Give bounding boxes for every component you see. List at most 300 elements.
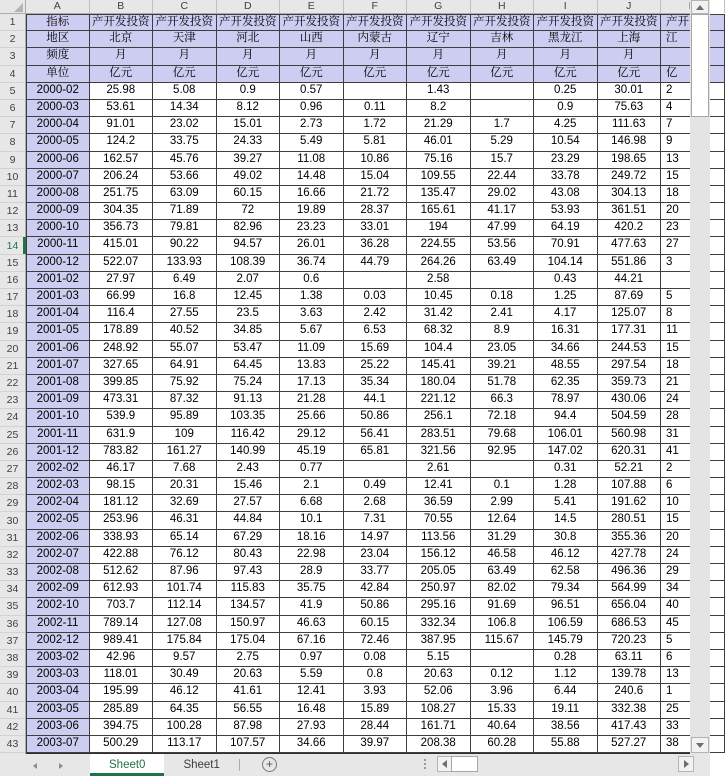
- row-header-32[interactable]: 32: [0, 547, 25, 564]
- vertical-scrollbar[interactable]: [690, 0, 710, 754]
- row-header-20[interactable]: 20: [0, 341, 25, 358]
- cell-I9[interactable]: 23.29: [534, 152, 598, 169]
- cell-K26[interactable]: 41: [661, 444, 725, 461]
- cell-D34[interactable]: 115.83: [217, 581, 281, 598]
- cell-E29[interactable]: 6.68: [280, 495, 344, 512]
- cell-E1[interactable]: 产开发投资: [280, 14, 344, 31]
- column-header-I[interactable]: I: [534, 0, 598, 13]
- cell-J34[interactable]: 564.99: [598, 581, 662, 598]
- cell-J26[interactable]: 620.31: [598, 444, 662, 461]
- cell-I6[interactable]: 0.9: [534, 100, 598, 117]
- cell-C17[interactable]: 16.8: [153, 289, 217, 306]
- cell-A29[interactable]: 2002-04: [26, 495, 90, 512]
- cell-A41[interactable]: 2003-05: [26, 702, 90, 719]
- cell-I21[interactable]: 48.55: [534, 358, 598, 375]
- cell-K7[interactable]: 7: [661, 117, 725, 134]
- cell-G7[interactable]: 21.29: [407, 117, 471, 134]
- cell-H36[interactable]: 106.8: [471, 616, 535, 633]
- cell-G29[interactable]: 36.59: [407, 495, 471, 512]
- cell-D23[interactable]: 91.13: [217, 392, 281, 409]
- cell-F25[interactable]: 56.41: [344, 427, 408, 444]
- cell-J41[interactable]: 332.38: [598, 702, 662, 719]
- cell-K43[interactable]: 38: [661, 736, 725, 753]
- cell-H12[interactable]: 41.17: [471, 203, 535, 220]
- cell-A37[interactable]: 2002-12: [26, 633, 90, 650]
- column-header-G[interactable]: G: [407, 0, 471, 13]
- cell-C29[interactable]: 32.69: [153, 495, 217, 512]
- cell-K20[interactable]: 15: [661, 341, 725, 358]
- cell-K23[interactable]: 24: [661, 392, 725, 409]
- cell-I22[interactable]: 62.35: [534, 375, 598, 392]
- cell-E20[interactable]: 11.09: [280, 341, 344, 358]
- column-header-B[interactable]: B: [90, 0, 154, 13]
- cell-D3[interactable]: 月: [217, 48, 281, 65]
- cell-G20[interactable]: 104.4: [407, 341, 471, 358]
- column-header-J[interactable]: J: [598, 0, 662, 13]
- cell-E31[interactable]: 18.16: [280, 530, 344, 547]
- row-header-6[interactable]: 6: [0, 100, 25, 117]
- cell-F10[interactable]: 15.04: [344, 169, 408, 186]
- cell-G42[interactable]: 161.71: [407, 719, 471, 736]
- cell-C11[interactable]: 63.09: [153, 186, 217, 203]
- cell-C15[interactable]: 133.93: [153, 255, 217, 272]
- cell-E9[interactable]: 11.08: [280, 152, 344, 169]
- cell-I10[interactable]: 33.78: [534, 169, 598, 186]
- row-header-8[interactable]: 8: [0, 134, 25, 151]
- cell-F31[interactable]: 14.97: [344, 530, 408, 547]
- add-sheet-button[interactable]: +: [262, 757, 277, 772]
- cell-B20[interactable]: 248.92: [90, 341, 154, 358]
- cell-J15[interactable]: 551.86: [598, 255, 662, 272]
- cell-D21[interactable]: 64.45: [217, 358, 281, 375]
- cell-J24[interactable]: 504.59: [598, 409, 662, 426]
- cell-H1[interactable]: 产开发投资: [471, 14, 535, 31]
- cell-A38[interactable]: 2003-02: [26, 650, 90, 667]
- cell-C3[interactable]: 月: [153, 48, 217, 65]
- cell-J18[interactable]: 125.07: [598, 306, 662, 323]
- cell-F22[interactable]: 35.34: [344, 375, 408, 392]
- cell-G5[interactable]: 1.43: [407, 83, 471, 100]
- cell-D40[interactable]: 41.61: [217, 684, 281, 701]
- scroll-left-button[interactable]: [437, 756, 452, 772]
- cell-I29[interactable]: 5.41: [534, 495, 598, 512]
- cell-C19[interactable]: 40.52: [153, 323, 217, 340]
- cell-D7[interactable]: 15.01: [217, 117, 281, 134]
- cell-J30[interactable]: 280.51: [598, 512, 662, 529]
- cell-K29[interactable]: 10: [661, 495, 725, 512]
- cell-E24[interactable]: 25.66: [280, 409, 344, 426]
- cell-A31[interactable]: 2002-06: [26, 530, 90, 547]
- cell-K1[interactable]: 产开: [661, 14, 725, 31]
- cell-F43[interactable]: 39.97: [344, 736, 408, 753]
- column-header-E[interactable]: E: [280, 0, 344, 13]
- row-header-42[interactable]: 42: [0, 719, 25, 736]
- cell-I20[interactable]: 34.66: [534, 341, 598, 358]
- cell-B15[interactable]: 522.07: [90, 255, 154, 272]
- cell-I33[interactable]: 62.58: [534, 564, 598, 581]
- cell-D1[interactable]: 产开发投资: [217, 14, 281, 31]
- cell-E39[interactable]: 5.59: [280, 667, 344, 684]
- column-header-A[interactable]: A: [26, 0, 90, 13]
- cell-G36[interactable]: 332.34: [407, 616, 471, 633]
- cell-G16[interactable]: 2.58: [407, 272, 471, 289]
- row-header-29[interactable]: 29: [0, 495, 25, 512]
- cell-I24[interactable]: 94.4: [534, 409, 598, 426]
- cell-A3[interactable]: 频度: [26, 48, 90, 65]
- tab-splitter-handle[interactable]: [424, 759, 426, 771]
- cell-A8[interactable]: 2000-05: [26, 134, 90, 151]
- cell-J40[interactable]: 240.6: [598, 684, 662, 701]
- row-header-5[interactable]: 5: [0, 83, 25, 100]
- cell-K8[interactable]: 9: [661, 134, 725, 151]
- cell-H24[interactable]: 72.18: [471, 409, 535, 426]
- cell-D29[interactable]: 27.57: [217, 495, 281, 512]
- cell-E11[interactable]: 16.66: [280, 186, 344, 203]
- cell-I23[interactable]: 78.97: [534, 392, 598, 409]
- cell-H38[interactable]: [471, 650, 535, 667]
- row-header-21[interactable]: 21: [0, 358, 25, 375]
- cell-I14[interactable]: 70.91: [534, 237, 598, 254]
- cell-I16[interactable]: 0.43: [534, 272, 598, 289]
- cell-K2[interactable]: 江: [661, 31, 725, 48]
- cell-K25[interactable]: 31: [661, 427, 725, 444]
- cell-K24[interactable]: 28: [661, 409, 725, 426]
- row-header-9[interactable]: 9: [0, 152, 25, 169]
- vertical-scroll-thumb[interactable]: [691, 14, 709, 117]
- cell-J33[interactable]: 496.36: [598, 564, 662, 581]
- cell-A43[interactable]: 2003-07: [26, 736, 90, 753]
- cell-C14[interactable]: 90.22: [153, 237, 217, 254]
- cell-J17[interactable]: 87.69: [598, 289, 662, 306]
- cell-B11[interactable]: 251.75: [90, 186, 154, 203]
- cell-B21[interactable]: 327.65: [90, 358, 154, 375]
- cell-J42[interactable]: 417.43: [598, 719, 662, 736]
- cell-J25[interactable]: 560.98: [598, 427, 662, 444]
- tab-sheet0[interactable]: Sheet0: [90, 754, 164, 776]
- cell-F38[interactable]: 0.08: [344, 650, 408, 667]
- cell-H7[interactable]: 1.7: [471, 117, 535, 134]
- cell-F27[interactable]: [344, 461, 408, 478]
- cell-B37[interactable]: 989.41: [90, 633, 154, 650]
- cell-I18[interactable]: 4.17: [534, 306, 598, 323]
- row-header-23[interactable]: 23: [0, 392, 25, 409]
- cell-B10[interactable]: 206.24: [90, 169, 154, 186]
- cell-G15[interactable]: 264.26: [407, 255, 471, 272]
- tab-scroll-right-button[interactable]: [56, 761, 66, 770]
- cell-D4[interactable]: 亿元: [217, 66, 281, 83]
- cell-E15[interactable]: 36.74: [280, 255, 344, 272]
- cell-J7[interactable]: 111.63: [598, 117, 662, 134]
- scroll-down-button[interactable]: [691, 737, 709, 753]
- cell-D32[interactable]: 80.43: [217, 547, 281, 564]
- cell-I4[interactable]: 亿元: [534, 66, 598, 83]
- cell-A17[interactable]: 2001-03: [26, 289, 90, 306]
- cell-C33[interactable]: 87.96: [153, 564, 217, 581]
- cell-C16[interactable]: 6.49: [153, 272, 217, 289]
- cell-A25[interactable]: 2001-11: [26, 427, 90, 444]
- cell-F36[interactable]: 60.15: [344, 616, 408, 633]
- cell-F6[interactable]: 0.11: [344, 100, 408, 117]
- cell-C42[interactable]: 100.28: [153, 719, 217, 736]
- cell-J29[interactable]: 191.62: [598, 495, 662, 512]
- cell-B38[interactable]: 42.96: [90, 650, 154, 667]
- cell-C41[interactable]: 64.35: [153, 702, 217, 719]
- cell-A33[interactable]: 2002-08: [26, 564, 90, 581]
- cell-C18[interactable]: 27.55: [153, 306, 217, 323]
- cell-F24[interactable]: 50.86: [344, 409, 408, 426]
- cell-H33[interactable]: 63.49: [471, 564, 535, 581]
- column-header-D[interactable]: D: [217, 0, 281, 13]
- cell-J8[interactable]: 146.98: [598, 134, 662, 151]
- cell-I17[interactable]: 1.25: [534, 289, 598, 306]
- cell-H18[interactable]: 2.41: [471, 306, 535, 323]
- cell-G43[interactable]: 208.38: [407, 736, 471, 753]
- cell-G11[interactable]: 135.47: [407, 186, 471, 203]
- cell-K19[interactable]: 11: [661, 323, 725, 340]
- cell-I36[interactable]: 106.59: [534, 616, 598, 633]
- row-header-38[interactable]: 38: [0, 650, 25, 667]
- cell-C30[interactable]: 46.31: [153, 512, 217, 529]
- cell-I35[interactable]: 96.51: [534, 598, 598, 615]
- column-header-F[interactable]: F: [344, 0, 408, 13]
- cell-F30[interactable]: 7.31: [344, 512, 408, 529]
- cell-G14[interactable]: 224.55: [407, 237, 471, 254]
- cell-D27[interactable]: 2.43: [217, 461, 281, 478]
- cell-A27[interactable]: 2002-02: [26, 461, 90, 478]
- cell-D9[interactable]: 39.27: [217, 152, 281, 169]
- cell-I37[interactable]: 145.79: [534, 633, 598, 650]
- cell-C40[interactable]: 46.12: [153, 684, 217, 701]
- cell-G34[interactable]: 250.97: [407, 581, 471, 598]
- cell-B33[interactable]: 512.62: [90, 564, 154, 581]
- cell-C10[interactable]: 53.66: [153, 169, 217, 186]
- cell-G31[interactable]: 113.56: [407, 530, 471, 547]
- cell-B27[interactable]: 46.17: [90, 461, 154, 478]
- cell-B9[interactable]: 162.57: [90, 152, 154, 169]
- cell-K33[interactable]: 29: [661, 564, 725, 581]
- cell-D15[interactable]: 108.39: [217, 255, 281, 272]
- cell-A26[interactable]: 2001-12: [26, 444, 90, 461]
- cell-B14[interactable]: 415.01: [90, 237, 154, 254]
- row-header-30[interactable]: 30: [0, 512, 25, 529]
- cell-J9[interactable]: 198.65: [598, 152, 662, 169]
- cell-F26[interactable]: 65.81: [344, 444, 408, 461]
- cell-E21[interactable]: 13.83: [280, 358, 344, 375]
- cell-F19[interactable]: 6.53: [344, 323, 408, 340]
- cell-F35[interactable]: 50.86: [344, 598, 408, 615]
- cell-F17[interactable]: 0.03: [344, 289, 408, 306]
- cell-I12[interactable]: 53.93: [534, 203, 598, 220]
- cell-A34[interactable]: 2002-09: [26, 581, 90, 598]
- cell-I42[interactable]: 38.56: [534, 719, 598, 736]
- row-header-34[interactable]: 34: [0, 581, 25, 598]
- cell-G35[interactable]: 295.16: [407, 598, 471, 615]
- cell-J35[interactable]: 656.04: [598, 598, 662, 615]
- cell-K34[interactable]: 34: [661, 581, 725, 598]
- cell-E30[interactable]: 10.1: [280, 512, 344, 529]
- cell-B12[interactable]: 304.35: [90, 203, 154, 220]
- row-header-12[interactable]: 12: [0, 203, 25, 220]
- cell-E27[interactable]: 0.77: [280, 461, 344, 478]
- cell-E33[interactable]: 28.9: [280, 564, 344, 581]
- cell-E17[interactable]: 1.38: [280, 289, 344, 306]
- cell-K14[interactable]: 27: [661, 237, 725, 254]
- cell-A32[interactable]: 2002-07: [26, 547, 90, 564]
- cell-B2[interactable]: 北京: [90, 31, 154, 48]
- cell-E13[interactable]: 23.23: [280, 220, 344, 237]
- cell-D17[interactable]: 12.45: [217, 289, 281, 306]
- cell-H40[interactable]: 3.96: [471, 684, 535, 701]
- cell-K38[interactable]: 6: [661, 650, 725, 667]
- cell-D12[interactable]: 72: [217, 203, 281, 220]
- cell-J32[interactable]: 427.78: [598, 547, 662, 564]
- cell-I34[interactable]: 79.34: [534, 581, 598, 598]
- cell-F37[interactable]: 72.46: [344, 633, 408, 650]
- cell-A21[interactable]: 2001-07: [26, 358, 90, 375]
- cell-I1[interactable]: 产开发投资: [534, 14, 598, 31]
- cell-C26[interactable]: 161.27: [153, 444, 217, 461]
- cell-I31[interactable]: 30.8: [534, 530, 598, 547]
- cell-E37[interactable]: 67.16: [280, 633, 344, 650]
- cell-D11[interactable]: 60.15: [217, 186, 281, 203]
- cell-E28[interactable]: 2.1: [280, 478, 344, 495]
- cell-C8[interactable]: 33.75: [153, 134, 217, 151]
- cell-C34[interactable]: 101.74: [153, 581, 217, 598]
- cell-A5[interactable]: 2000-02: [26, 83, 90, 100]
- cell-K40[interactable]: 1: [661, 684, 725, 701]
- cell-H13[interactable]: 47.99: [471, 220, 535, 237]
- cell-K41[interactable]: 25: [661, 702, 725, 719]
- cell-H28[interactable]: 0.1: [471, 478, 535, 495]
- cell-K37[interactable]: 5: [661, 633, 725, 650]
- cell-C36[interactable]: 127.08: [153, 616, 217, 633]
- cell-F23[interactable]: 44.1: [344, 392, 408, 409]
- row-header-4[interactable]: 4: [0, 66, 25, 83]
- cell-K22[interactable]: 21: [661, 375, 725, 392]
- cell-G32[interactable]: 156.12: [407, 547, 471, 564]
- cell-E38[interactable]: 0.97: [280, 650, 344, 667]
- cell-C31[interactable]: 65.14: [153, 530, 217, 547]
- row-header-7[interactable]: 7: [0, 117, 25, 134]
- cell-B1[interactable]: 产开发投资: [90, 14, 154, 31]
- cell-G41[interactable]: 108.27: [407, 702, 471, 719]
- cell-C2[interactable]: 天津: [153, 31, 217, 48]
- cell-G40[interactable]: 52.06: [407, 684, 471, 701]
- cell-H11[interactable]: 29.02: [471, 186, 535, 203]
- cell-J13[interactable]: 420.2: [598, 220, 662, 237]
- cell-C1[interactable]: 产开发投资: [153, 14, 217, 31]
- cell-C6[interactable]: 14.34: [153, 100, 217, 117]
- cell-B32[interactable]: 422.88: [90, 547, 154, 564]
- row-header-19[interactable]: 19: [0, 323, 25, 340]
- row-header-22[interactable]: 22: [0, 375, 25, 392]
- cell-K36[interactable]: 45: [661, 616, 725, 633]
- row-header-24[interactable]: 24: [0, 409, 25, 426]
- cell-C4[interactable]: 亿元: [153, 66, 217, 83]
- cell-D14[interactable]: 94.57: [217, 237, 281, 254]
- cell-J16[interactable]: 44.21: [598, 272, 662, 289]
- cell-J38[interactable]: 63.11: [598, 650, 662, 667]
- cell-E18[interactable]: 3.63: [280, 306, 344, 323]
- cell-A35[interactable]: 2002-10: [26, 598, 90, 615]
- row-header-35[interactable]: 35: [0, 598, 25, 615]
- cell-K35[interactable]: 40: [661, 598, 725, 615]
- cell-I8[interactable]: 10.54: [534, 134, 598, 151]
- cell-H10[interactable]: 22.44: [471, 169, 535, 186]
- cell-E12[interactable]: 19.89: [280, 203, 344, 220]
- cell-B36[interactable]: 789.14: [90, 616, 154, 633]
- cell-J2[interactable]: 上海: [598, 31, 662, 48]
- cell-J19[interactable]: 177.31: [598, 323, 662, 340]
- cell-I13[interactable]: 64.19: [534, 220, 598, 237]
- cell-H2[interactable]: 吉林: [471, 31, 535, 48]
- cell-C21[interactable]: 64.91: [153, 358, 217, 375]
- cell-B28[interactable]: 98.15: [90, 478, 154, 495]
- cell-A14[interactable]: 2000-11: [26, 237, 90, 254]
- cell-D36[interactable]: 150.97: [217, 616, 281, 633]
- cell-G39[interactable]: 20.63: [407, 667, 471, 684]
- cell-J1[interactable]: 产开发投资: [598, 14, 662, 31]
- cell-K5[interactable]: 2: [661, 83, 725, 100]
- cell-D18[interactable]: 23.5: [217, 306, 281, 323]
- cell-H32[interactable]: 46.58: [471, 547, 535, 564]
- cell-C12[interactable]: 71.89: [153, 203, 217, 220]
- cell-G13[interactable]: 194: [407, 220, 471, 237]
- cell-A4[interactable]: 单位: [26, 66, 90, 83]
- cell-E34[interactable]: 35.75: [280, 581, 344, 598]
- cell-F13[interactable]: 33.01: [344, 220, 408, 237]
- cell-H21[interactable]: 39.21: [471, 358, 535, 375]
- cell-C9[interactable]: 45.76: [153, 152, 217, 169]
- cell-A1[interactable]: 指标: [26, 14, 90, 31]
- cell-D37[interactable]: 175.04: [217, 633, 281, 650]
- row-header-36[interactable]: 36: [0, 616, 25, 633]
- row-header-40[interactable]: 40: [0, 684, 25, 701]
- cell-J27[interactable]: 52.21: [598, 461, 662, 478]
- cell-E19[interactable]: 5.67: [280, 323, 344, 340]
- cell-K10[interactable]: 15: [661, 169, 725, 186]
- cell-C24[interactable]: 95.89: [153, 409, 217, 426]
- cell-A7[interactable]: 2000-04: [26, 117, 90, 134]
- cell-F21[interactable]: 25.22: [344, 358, 408, 375]
- cell-C35[interactable]: 112.14: [153, 598, 217, 615]
- cell-H22[interactable]: 51.78: [471, 375, 535, 392]
- cell-G21[interactable]: 145.41: [407, 358, 471, 375]
- cell-D39[interactable]: 20.63: [217, 667, 281, 684]
- cell-H37[interactable]: 115.67: [471, 633, 535, 650]
- cell-G25[interactable]: 283.51: [407, 427, 471, 444]
- row-header-25[interactable]: 25: [0, 427, 25, 444]
- cell-I15[interactable]: 104.14: [534, 255, 598, 272]
- cell-C7[interactable]: 23.02: [153, 117, 217, 134]
- cell-B19[interactable]: 178.89: [90, 323, 154, 340]
- cell-H26[interactable]: 92.95: [471, 444, 535, 461]
- cell-B30[interactable]: 253.96: [90, 512, 154, 529]
- cell-C43[interactable]: 113.17: [153, 736, 217, 753]
- cell-I5[interactable]: 0.25: [534, 83, 598, 100]
- cell-J14[interactable]: 477.63: [598, 237, 662, 254]
- row-header-37[interactable]: 37: [0, 633, 25, 650]
- cell-H43[interactable]: 60.28: [471, 736, 535, 753]
- cell-E36[interactable]: 46.63: [280, 616, 344, 633]
- cell-F18[interactable]: 2.42: [344, 306, 408, 323]
- cell-C5[interactable]: 5.08: [153, 83, 217, 100]
- cell-I11[interactable]: 43.08: [534, 186, 598, 203]
- row-header-33[interactable]: 33: [0, 564, 25, 581]
- cell-J10[interactable]: 249.72: [598, 169, 662, 186]
- cell-A9[interactable]: 2000-06: [26, 152, 90, 169]
- cell-F29[interactable]: 2.68: [344, 495, 408, 512]
